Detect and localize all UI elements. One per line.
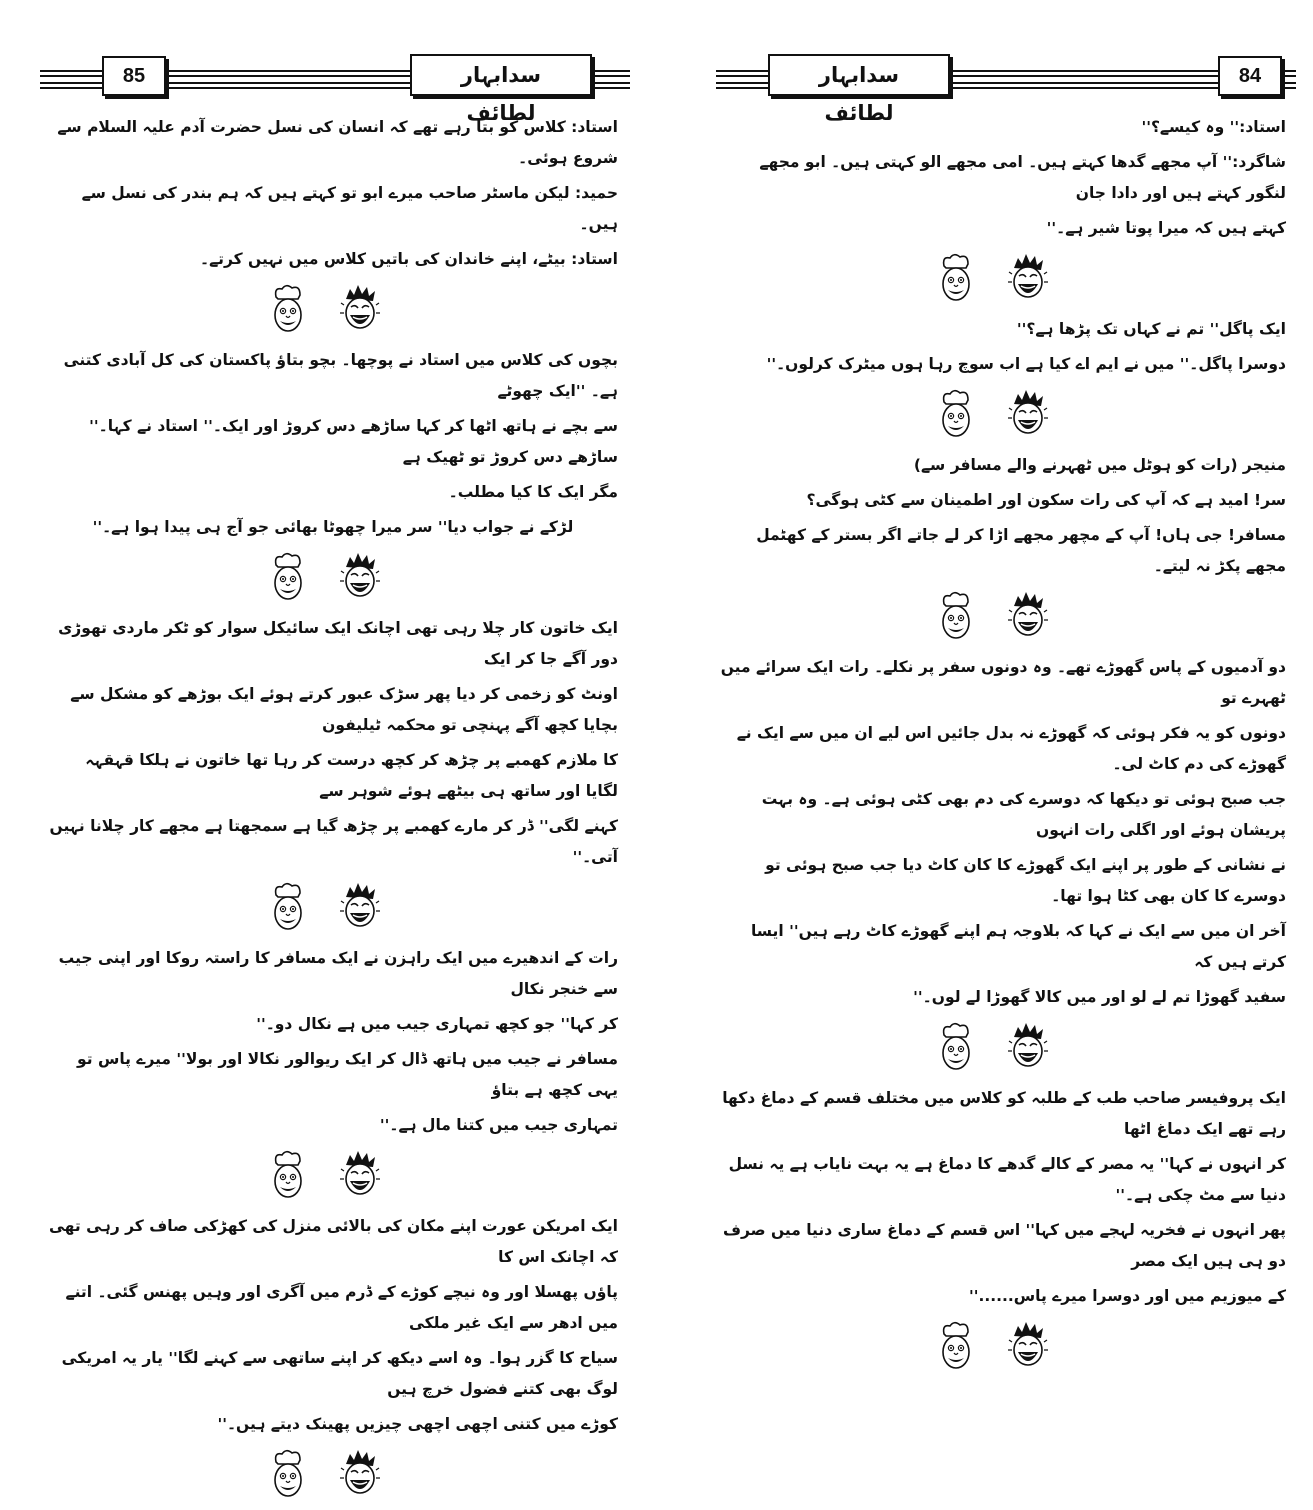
page-header [40,48,630,125]
text-line: مسافر! جی ہاں! آپ کے مچھر مجھے اڑا کر لے جاتے اگر بستر کے کھٹمل مجھے پکڑ نہ لیتے۔ [756,526,1286,575]
text-line: ایک خاتون کار چلا رہی تھی اچانک ایک سائیکل سوار کو ٹکر ماردی تھوڑی دور آگے جا کر ایک [58,619,618,668]
laughing-face-icon [340,283,380,335]
page-85 [0,0,656,1433]
text-line: کوڑے میں کتنی اچھی اچھی چیزیں پھینک دیتے ہیں۔'' [217,1415,618,1433]
text-line: رات کے اندھیرے میں ایک راہزن نے ایک مسافر کا راستہ روکا اور اپنی جیب سے خنجر نکال [58,949,618,998]
text-line: ایک پاگل'' تم نے کہاں تک پڑھا ہے؟'' [1016,320,1286,338]
joke-divider [48,547,618,607]
text-line: کہنے لگی'' ڈر کر مارے کھمبے پر چڑھ گیا ہے سمجھتا ہے مجھے کار چلانا نہیں آتی۔'' [49,817,618,866]
text-line: آخر ان میں سے ایک نے کہا کہ بلاوجہ ہم اپنے گھوڑے کاٹ رہے ہیں'' ایسا کرتے ہیں کہ [750,922,1286,971]
text-line: تمہاری جیب میں کتنا مال ہے۔'' [379,1116,618,1134]
joke-divider [716,1017,1286,1077]
text-line: کہتے ہیں کہ میرا پوتا شیر ہے۔'' [1046,219,1286,237]
text-line: اونٹ کو زخمی کر دیا پھر سڑک عبور کرتے ہوئے ایک بوڑھے کو مشکل سے بچایا کچھ آگے پہنچی تو محکمہ ٹیلیفون [70,685,618,734]
joke-divider [716,248,1286,308]
chef-face-icon [268,551,308,603]
text-line: لڑکے نے جواب دیا'' سر میرا چھوٹا بھائی جو آج ہی پیدا ہوا ہے۔'' [92,518,574,536]
text-line: جب صبح ہوئی تو دیکھا کہ دوسرے کی دم بھی کٹی ہوئی ہے۔ وہ بہت پریشان ہوئے اور اگلی رات انہوں [761,790,1286,839]
laughing-face-icon [1008,590,1048,642]
text-line: سفید گھوڑا تم لے لو اور میں کالا گھوڑا لے لوں۔'' [913,988,1286,1006]
page-header [716,48,1296,125]
laughing-face-icon [340,551,380,603]
joke-divider [48,1444,618,1504]
text-line: سیاح کا گزر ہوا۔ وہ اسے دیکھ کر اپنے ساتھی سے کہنے لگا'' یار یہ امریکی لوگ بھی کتنے فضول خرچ ہیں [61,1349,618,1398]
text-line: کر کہا'' جو کچھ تمہاری جیب میں ہے نکال دو۔'' [256,1015,618,1033]
text-line: سر! امید ہے کہ آپ کی رات سکون اور اطمینان سے کٹی ہوگی؟ [806,491,1286,509]
chef-face-icon [268,283,308,335]
joke-divider [48,877,618,937]
book-title: سدابہار لطائف [768,54,950,96]
page-84 [656,0,1313,1305]
chef-face-icon [268,1149,308,1201]
page-body [716,112,1286,1382]
laughing-face-icon [1008,388,1048,440]
text-line: پاؤں پھسلا اور وہ نیچے کوڑے کے ڈرم میں آگری اور وہیں پھنس گئی۔ اتنے میں ادھر سے ایک غیر ملکی [65,1283,618,1332]
page-body [48,112,618,1510]
text-line: مگر ایک کا کیا مطلب۔ [448,483,618,501]
joke-divider [48,279,618,339]
chef-face-icon [936,590,976,642]
joke-divider [716,586,1286,646]
chef-face-icon [936,1320,976,1372]
chef-face-icon [268,881,308,933]
text-line: کے میوزیم میں اور دوسرا میرے پاس......'' [968,1287,1286,1305]
text-line: شاگرد:'' آپ مجھے گدھا کہتے ہیں۔ امی مجھے الو کہتی ہیں۔ ابو مجھے لنگور کہتے ہیں اور دادا جان [759,153,1286,202]
page-number: 85 [102,56,166,96]
text-line: استاد: بیٹے، اپنے خاندان کی باتیں کلاس میں نہیں کرتے۔ [199,250,618,268]
chef-face-icon [936,252,976,304]
laughing-face-icon [340,1149,380,1201]
joke-divider [716,1316,1286,1376]
text-line: دونوں کو یہ فکر ہوئی کہ گھوڑے نہ بدل جائیں اس لیے ان میں سے ایک نے گھوڑے کی دم کاٹ لی۔ [736,724,1286,773]
text-line: استاد:'' وہ کیسے؟'' [1141,118,1286,136]
joke-divider [48,1145,618,1205]
text-line: سے بچے نے ہاتھ اٹھا کر کہا ساڑھے دس کروڑ اور ایک۔'' استاد نے کہا۔'' ساڑھے دس کروڑ تو ٹھیک ہے [89,417,618,466]
chef-face-icon [936,1021,976,1073]
text-line: منیجر (رات کو ہوٹل میں ٹھہرنے والے مسافر سے) [913,456,1286,474]
laughing-face-icon [340,1448,380,1500]
laughing-face-icon [1008,1021,1048,1073]
book-title: سدابہار لطائف [410,54,592,96]
text-line: دو آدمیوں کے پاس گھوڑے تھے۔ وہ دونوں سفر پر نکلے۔ رات ایک سرائے میں ٹھہرے تو [720,658,1286,707]
text-line: دوسرا پاگل۔'' میں نے ایم اے کیا ہے اب سوچ رہا ہوں میٹرک کرلوں۔'' [766,355,1286,373]
text-line: کا ملازم کھمبے پر چڑھ کر کچھ درست کر رہا تھا خاتون نے ہلکا قہقہہ لگایا اور ساتھ ہی بیٹھے ہوئے شوہر سے [85,751,618,800]
laughing-face-icon [1008,1320,1048,1372]
text-line: حمید: لیکن ماسٹر صاحب میرے ابو تو کہتے ہیں کہ ہم بندر کی نسل سے ہیں۔ [81,184,618,233]
joke-divider [716,384,1286,444]
text-line: استاد: کلاس کو بتا رہے تھے کہ انسان کی نسل حضرت آدم علیہ السلام سے شروع ہوئی۔ [57,118,618,167]
text-line: ایک امریکن عورت اپنے مکان کی بالائی منزل کی کھڑکی صاف کر رہی تھی کہ اچانک اس کا [48,1217,618,1266]
text-line: نے نشانی کے طور پر اپنے ایک گھوڑے کا کان کاٹ دیا جب صبح ہوئی تو دوسرے کا کان بھی کٹا ہوا تھا۔ [765,856,1286,905]
page-number: 84 [1218,56,1282,96]
text-line: کر انہوں نے کہا'' یہ مصر کے کالے گدھے کا دماغ ہے یہ بہت نایاب ہے یہ نسل دنیا سے مٹ چکی ہے۔'' [728,1155,1286,1204]
laughing-face-icon [340,881,380,933]
text-line: پھر انہوں نے فخریہ لہجے میں کہا'' اس قسم کے دماغ ساری دنیا میں صرف دو ہی ہیں ایک مصر [722,1221,1286,1270]
chef-face-icon [268,1448,308,1500]
text-line: بچوں کی کلاس میں استاد نے پوچھا۔ بچو بتاؤ پاکستان کی کل آبادی کتنی ہے۔ ''ایک چھوٹے [63,351,618,400]
text-line: مسافر نے جیب میں ہاتھ ڈال کر ایک ریوالور نکالا اور بولا'' میرے پاس تو یہی کچھ ہے بتاؤ [77,1050,618,1099]
laughing-face-icon [1008,252,1048,304]
chef-face-icon [936,388,976,440]
text-line: ایک پروفیسر صاحب طب کے طلبہ کو کلاس میں مختلف قسم کے دماغ دکھا رہے تھے ایک دماغ اٹھا [722,1089,1286,1138]
